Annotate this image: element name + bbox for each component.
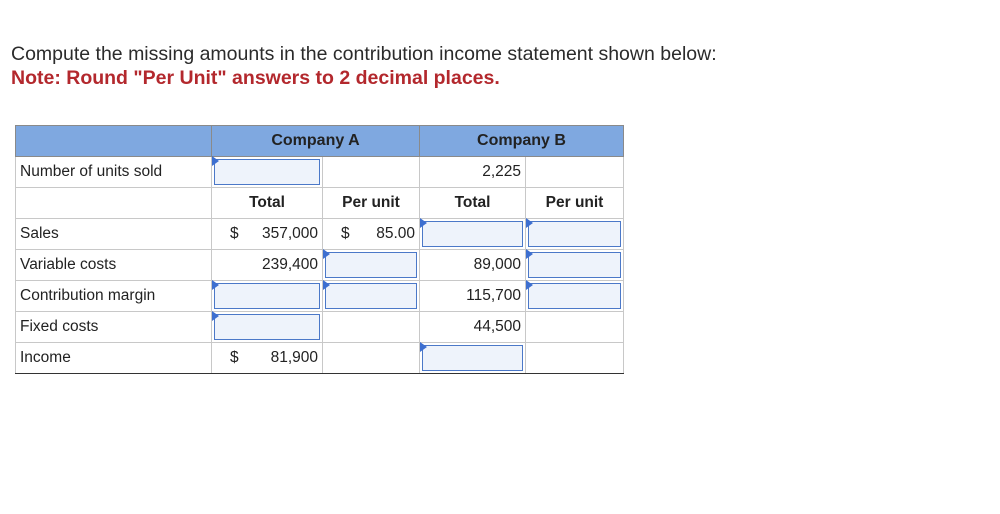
input-box[interactable] xyxy=(422,345,523,371)
input-box[interactable] xyxy=(214,159,320,185)
sales-row xyxy=(16,219,624,250)
blank-cell xyxy=(526,343,624,374)
row-label: Fixed costs xyxy=(16,312,212,343)
input-marker-icon xyxy=(212,280,219,290)
company-b-units: 2,225 xyxy=(420,157,526,188)
input-box[interactable] xyxy=(325,252,417,278)
subheader-row xyxy=(16,188,624,219)
a-variable-total: 239,400 xyxy=(212,250,323,281)
blank-cell xyxy=(526,312,624,343)
a-sales-per-unit xyxy=(323,219,420,250)
a-total-subheader: Total xyxy=(212,188,323,219)
input-marker-icon xyxy=(526,280,533,290)
b-variable-per-unit-input[interactable] xyxy=(526,250,624,281)
value: 81,900 xyxy=(270,349,318,366)
input-marker-icon xyxy=(420,218,427,228)
input-box[interactable] xyxy=(214,283,320,309)
dollar-sign: $ xyxy=(230,225,239,242)
b-fixed-total: 44,500 xyxy=(420,312,526,343)
row-label: Income xyxy=(16,343,212,374)
a-variable-per-unit-input[interactable] xyxy=(323,250,420,281)
input-marker-icon xyxy=(526,249,533,259)
b-variable-total: 89,000 xyxy=(420,250,526,281)
company-a-units-input[interactable] xyxy=(212,157,323,188)
a-cm-total-input[interactable] xyxy=(212,281,323,312)
input-box[interactable] xyxy=(528,221,621,247)
a-per-unit-subheader: Per unit xyxy=(323,188,420,219)
dollar-sign: $ xyxy=(341,225,350,242)
blank-cell xyxy=(323,157,420,188)
b-per-unit-subheader: Per unit xyxy=(526,188,624,219)
contribution-margin-row xyxy=(16,281,624,312)
input-box[interactable] xyxy=(325,283,417,309)
blank-cell xyxy=(323,343,420,374)
blank-cell xyxy=(16,188,212,219)
input-marker-icon xyxy=(323,280,330,290)
row-label: Contribution margin xyxy=(16,281,212,312)
row-label: Sales xyxy=(16,219,212,250)
company-a-header: Company A xyxy=(212,126,420,157)
value: 85.00 xyxy=(376,225,415,242)
input-marker-icon xyxy=(212,311,219,321)
b-cm-total: 115,700 xyxy=(420,281,526,312)
contribution-income-statement xyxy=(15,125,624,374)
company-header-row xyxy=(16,126,624,157)
rounding-note: Note: Round "Per Unit" answers to 2 decimal places. xyxy=(11,67,500,89)
header-blank xyxy=(16,126,212,157)
input-marker-icon xyxy=(212,156,219,166)
b-total-subheader: Total xyxy=(420,188,526,219)
input-marker-icon xyxy=(526,218,533,228)
units-label: Number of units sold xyxy=(16,157,212,188)
input-marker-icon xyxy=(420,342,427,352)
variable-costs-row xyxy=(16,250,624,281)
a-sales-total xyxy=(212,219,323,250)
input-box[interactable] xyxy=(214,314,320,340)
a-income-total xyxy=(212,343,323,374)
blank-cell xyxy=(526,157,624,188)
input-marker-icon xyxy=(323,249,330,259)
units-row xyxy=(16,157,624,188)
row-label: Variable costs xyxy=(16,250,212,281)
input-box[interactable] xyxy=(422,221,523,247)
instructions-text: Compute the missing amounts in the contribution income statement shown below: xyxy=(11,43,717,65)
blank-cell xyxy=(323,312,420,343)
fixed-costs-row xyxy=(16,312,624,343)
value: 357,000 xyxy=(261,225,318,242)
company-b-header: Company B xyxy=(420,126,624,157)
dollar-sign: $ xyxy=(230,349,239,366)
input-box[interactable] xyxy=(528,252,621,278)
a-fixed-total-input[interactable] xyxy=(212,312,323,343)
b-cm-per-unit-input[interactable] xyxy=(526,281,624,312)
input-box[interactable] xyxy=(528,283,621,309)
b-sales-total-input[interactable] xyxy=(420,219,526,250)
b-sales-per-unit-input[interactable] xyxy=(526,219,624,250)
b-income-total-input[interactable] xyxy=(420,343,526,374)
a-cm-per-unit-input[interactable] xyxy=(323,281,420,312)
income-row xyxy=(16,343,624,374)
